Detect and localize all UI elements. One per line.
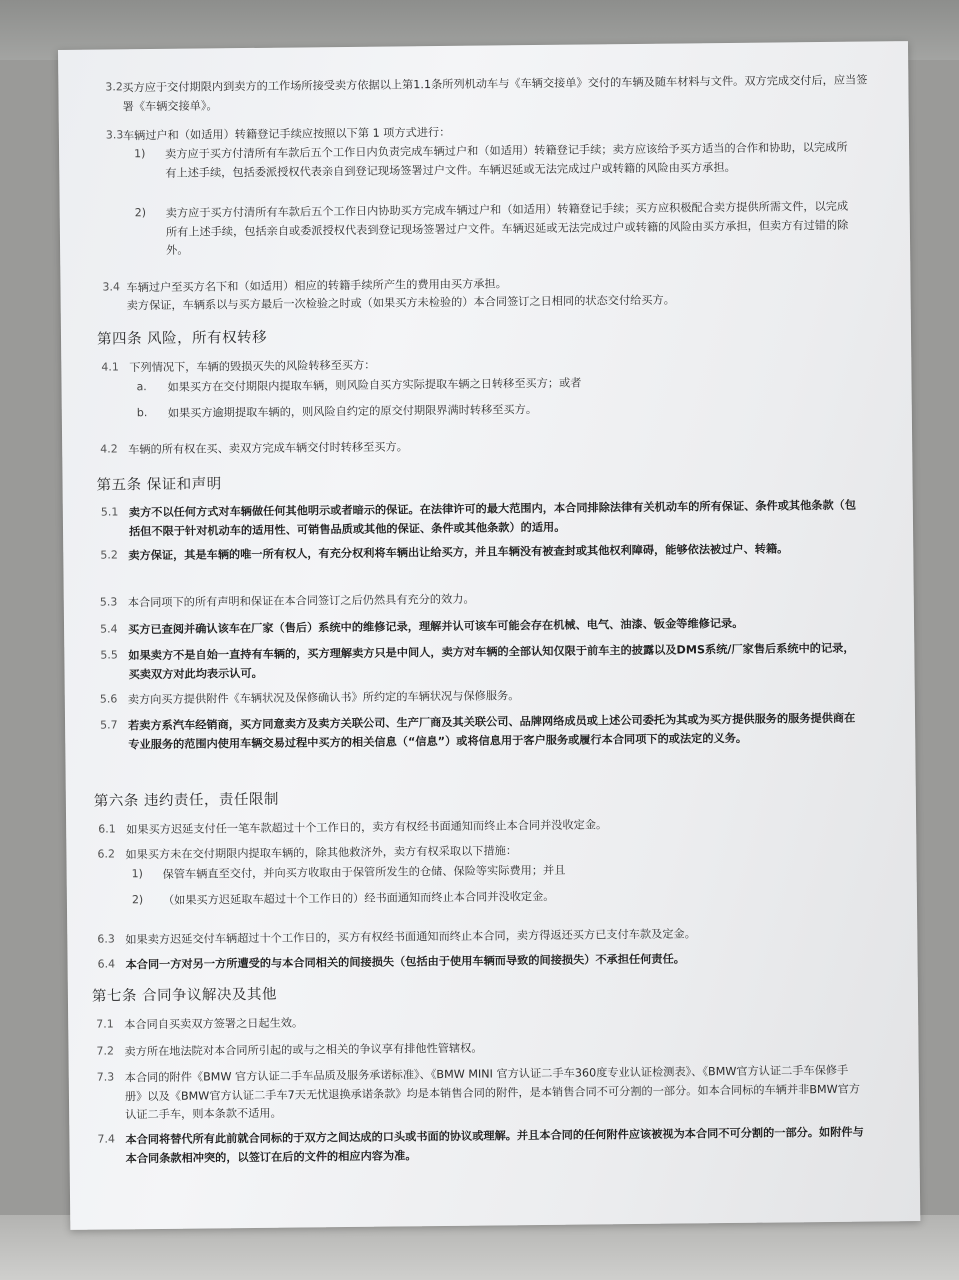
clause-number: 6.2 [97, 847, 115, 861]
clause-text: 卖方保证，车辆系以与买方最后一次检验之时或（如果买方未检验的）本合同签订之日相同的状态交付给买方。 [126, 293, 675, 313]
clause [65, 709, 915, 751]
sub-clause [67, 884, 917, 907]
section-heading-text: 第四条 风险，所有权转移 [96, 329, 268, 348]
clause-number: 6.3 [97, 932, 115, 946]
clause-number: 5.1 [100, 505, 119, 519]
section-heading-text: 第六条 违约责任，责任限制 [93, 791, 280, 810]
clause-text: 下列情况下，车辆的毁损灭失的风险转移至买方： [129, 358, 376, 375]
clause [62, 433, 912, 457]
section-heading [68, 976, 918, 1005]
clause-number: 7.4 [97, 1132, 115, 1146]
clause-number: 1) [134, 147, 146, 161]
clause-text: 如果卖方迟延交付车辆超过十个工作日的，买方有权经书面通知而终止本合同，卖方得返还买方已支付车款及定金。 [125, 927, 696, 947]
clause-text: （如果买方迟延取车超过十个工作日的）经书面通知而终止本合同并没收定金。 [162, 889, 555, 907]
clause-number: 6.4 [97, 957, 116, 971]
clause-text: 车辆过户和（如适用）转籍登记手续应按照以下第 1 项方式进行： [122, 125, 451, 143]
clause [60, 271, 910, 295]
clause [64, 586, 914, 610]
clause-text: 本合同的附件《BMW 官方认证二手车品质及服务承诺标准》、《BMW MINI 官方认证二手车360度专业认证检测表》、《BMW官方认证二手车保修手册》以及《BMW官方认证二手车7天无忧退换承诺条款》均是本销售合同的附件，是本销售合同不可分割的一部分。如本合同标的车辆并非BMW官方认证二手车，则本条款不适用。 [124, 1063, 861, 1122]
clause-number: 5.6 [99, 692, 118, 706]
clause-number: 1) [131, 867, 143, 881]
clause-number: 4.1 [101, 360, 119, 374]
section-heading [61, 319, 911, 348]
clause-number: 6.1 [98, 822, 116, 836]
clause-text: 如果买方在交付期限内提取车辆，则风险自买方实际提取车辆之日转移至买方；或者 [167, 376, 582, 394]
clause [58, 71, 908, 113]
clause [64, 613, 914, 637]
section-heading [62, 465, 912, 494]
clause-number: 7.1 [96, 1017, 114, 1031]
clause-number: 7.2 [96, 1044, 115, 1058]
clause [66, 813, 916, 837]
clause-text: 买方已查阅并确认该车在厂家（售后）系统中的维修记录，理解并认可该车可能会存在机械、电气、油漆、钣金等维修记录。 [128, 616, 744, 637]
clause-text: 买方应于交付期限内到卖方的工作场所接受卖方依据以上第1.1条所列机动车与《车辆交接单》交付的车辆及随车材料与文件。双方完成交付后，应当签署《车辆交接单》。 [122, 73, 868, 113]
clause-text: 本合同自买卖双方签署之日起生效。 [124, 1016, 304, 1032]
clause-text: 车辆过户至买方名下和（如适用）相应的转籍手续所产生的费用由买方承担。 [126, 277, 507, 295]
contract-page [58, 41, 920, 1230]
section-heading-text: 第五条 保证和声明 [96, 476, 222, 494]
clause-number: 2) [131, 893, 144, 907]
clause-number: 3.3 [105, 128, 124, 142]
clause-text: 本合同一方对另一方所遭受的与本合同相关的间接损失（包括由于使用车辆而导致的间接损失）不承担任何责任。 [125, 952, 686, 972]
clause-number: 5.3 [99, 595, 118, 609]
clause [67, 923, 917, 947]
clause [68, 1035, 918, 1059]
clause-number: 5.4 [99, 622, 118, 636]
clause-text: 如果买方未在交付期限内提取车辆的，除其他救济外，卖方有权采取以下措施： [125, 844, 518, 862]
clause-text: 若卖方系汽车经销商，买方同意卖方及卖方关联公司、生产厂商及其关联公司、品牌网络成员或上述公司委托为其或为买方提供服务的服务提供商在专业服务的范围内使用车辆交易过程中买方的相关信息（“信息”）或将信息用于客户服务或履行本合同项下的或法定的义务。 [128, 711, 856, 751]
clause [65, 683, 915, 707]
clause-text: 本合同将替代所有此前就合同标的于双方之间达成的口头或书面的协议或理解。并且本合同的任何附件应该被视为本合同不可分割的一部分。如附件与本合同条款相冲突的，以签订在后的文件的相应内容为准。 [125, 1125, 864, 1165]
clause [68, 1008, 918, 1032]
clause-number: 4.2 [100, 442, 118, 456]
clause-text: 保管车辆直至交付，并向买方收取由于保管所发生的仓储、保险等实际费用；并且 [162, 863, 566, 881]
clause-text: 卖方保证，其是车辆的唯一所有权人，有充分权利将车辆出让给买方，并且车辆没有被查封或其他权利障碍，能够依法被过户、转籍。 [128, 542, 789, 563]
clause [64, 639, 914, 681]
clause-number: 5.2 [100, 548, 118, 562]
clause-text: 如果买方迟延支付任一笔车款超过十个工作日的，卖方有权经书面通知而终止本合同并没收定金。 [126, 818, 608, 837]
clause-text: 卖方应于买方付清所有车款后五个工作日内负责完成车辆过户和（如适用）转籍登记手续；卖方应该给予买方适当的合作和协助，以完成所有上述手续，包括委派授权代表亲自到登记现场签署过户文件。车辆迟延或无法完成过户或转籍的风险由买方承担。 [165, 140, 848, 180]
clause-number: 5.5 [100, 648, 118, 662]
clause-text: 卖方所在地法院对本合同所引起的或与之相关的争议享有排他性管辖权。 [124, 1041, 483, 1059]
clause-number: 2) [134, 206, 147, 220]
clause [66, 838, 916, 862]
clause-text: 卖方向买方提供附件《车辆状况及保修确认书》所约定的车辆状况与保修服务。 [127, 689, 520, 707]
clause-number: a. [136, 380, 147, 394]
clause-number: b. [136, 406, 148, 420]
clause-text: 如果买方逾期提取车辆的，则风险自约定的原交付期限界满时转移至买方。 [167, 403, 538, 420]
clause-text: 卖方应于买方付清所有车款后五个工作日内协助买方完成车辆过户和（如适用）转籍登记手续；买方应积极配合卖方提供所需文件，以完成所有上述手续，包括亲自或委派授权代表到登记现场签署过户文件。车辆迟延或无法完成过户或转籍的风险由买方承担，但卖方有过错的除外。 [165, 199, 849, 257]
sub-clause [60, 197, 910, 257]
clause-number: 3.2 [105, 80, 123, 94]
clause [69, 1061, 919, 1122]
clause-text: 本合同项下的所有声明和保证在本合同签订之后仍然具有充分的效力。 [127, 592, 475, 610]
clause [67, 948, 917, 972]
section-heading-text: 第七条 合同争议解决及其他 [91, 986, 278, 1005]
section-heading [66, 781, 916, 810]
clause-text: 卖方不以任何方式对车辆做任何其他明示或者暗示的保证。在法律许可的最大范围内，本合同排除法律有关机动车的所有保证、条件或其他条款（包括但不限于针对机动车的适用性、可销售品质或其他的保证、条件或其他条款）的适用。 [128, 498, 857, 538]
clause [63, 496, 913, 538]
clause-number: 3.4 [102, 280, 121, 294]
clause-number: 5.7 [100, 718, 118, 732]
clause [69, 1123, 919, 1165]
sub-clause [62, 397, 912, 420]
clause-text: 车辆的所有权在买、卖双方完成车辆交付时转移至买方。 [128, 440, 408, 457]
clause-text: 如果卖方不是自始一直持有车辆的，买方理解卖方只是中间人，卖方对车辆的全部认知仅限于前车主的披露以及DMS系统/厂家售后系统中的记录，买卖双方对此均表示认可。 [128, 641, 855, 681]
clause [61, 351, 911, 375]
clause-number: 7.3 [96, 1070, 115, 1084]
clause [59, 119, 909, 143]
